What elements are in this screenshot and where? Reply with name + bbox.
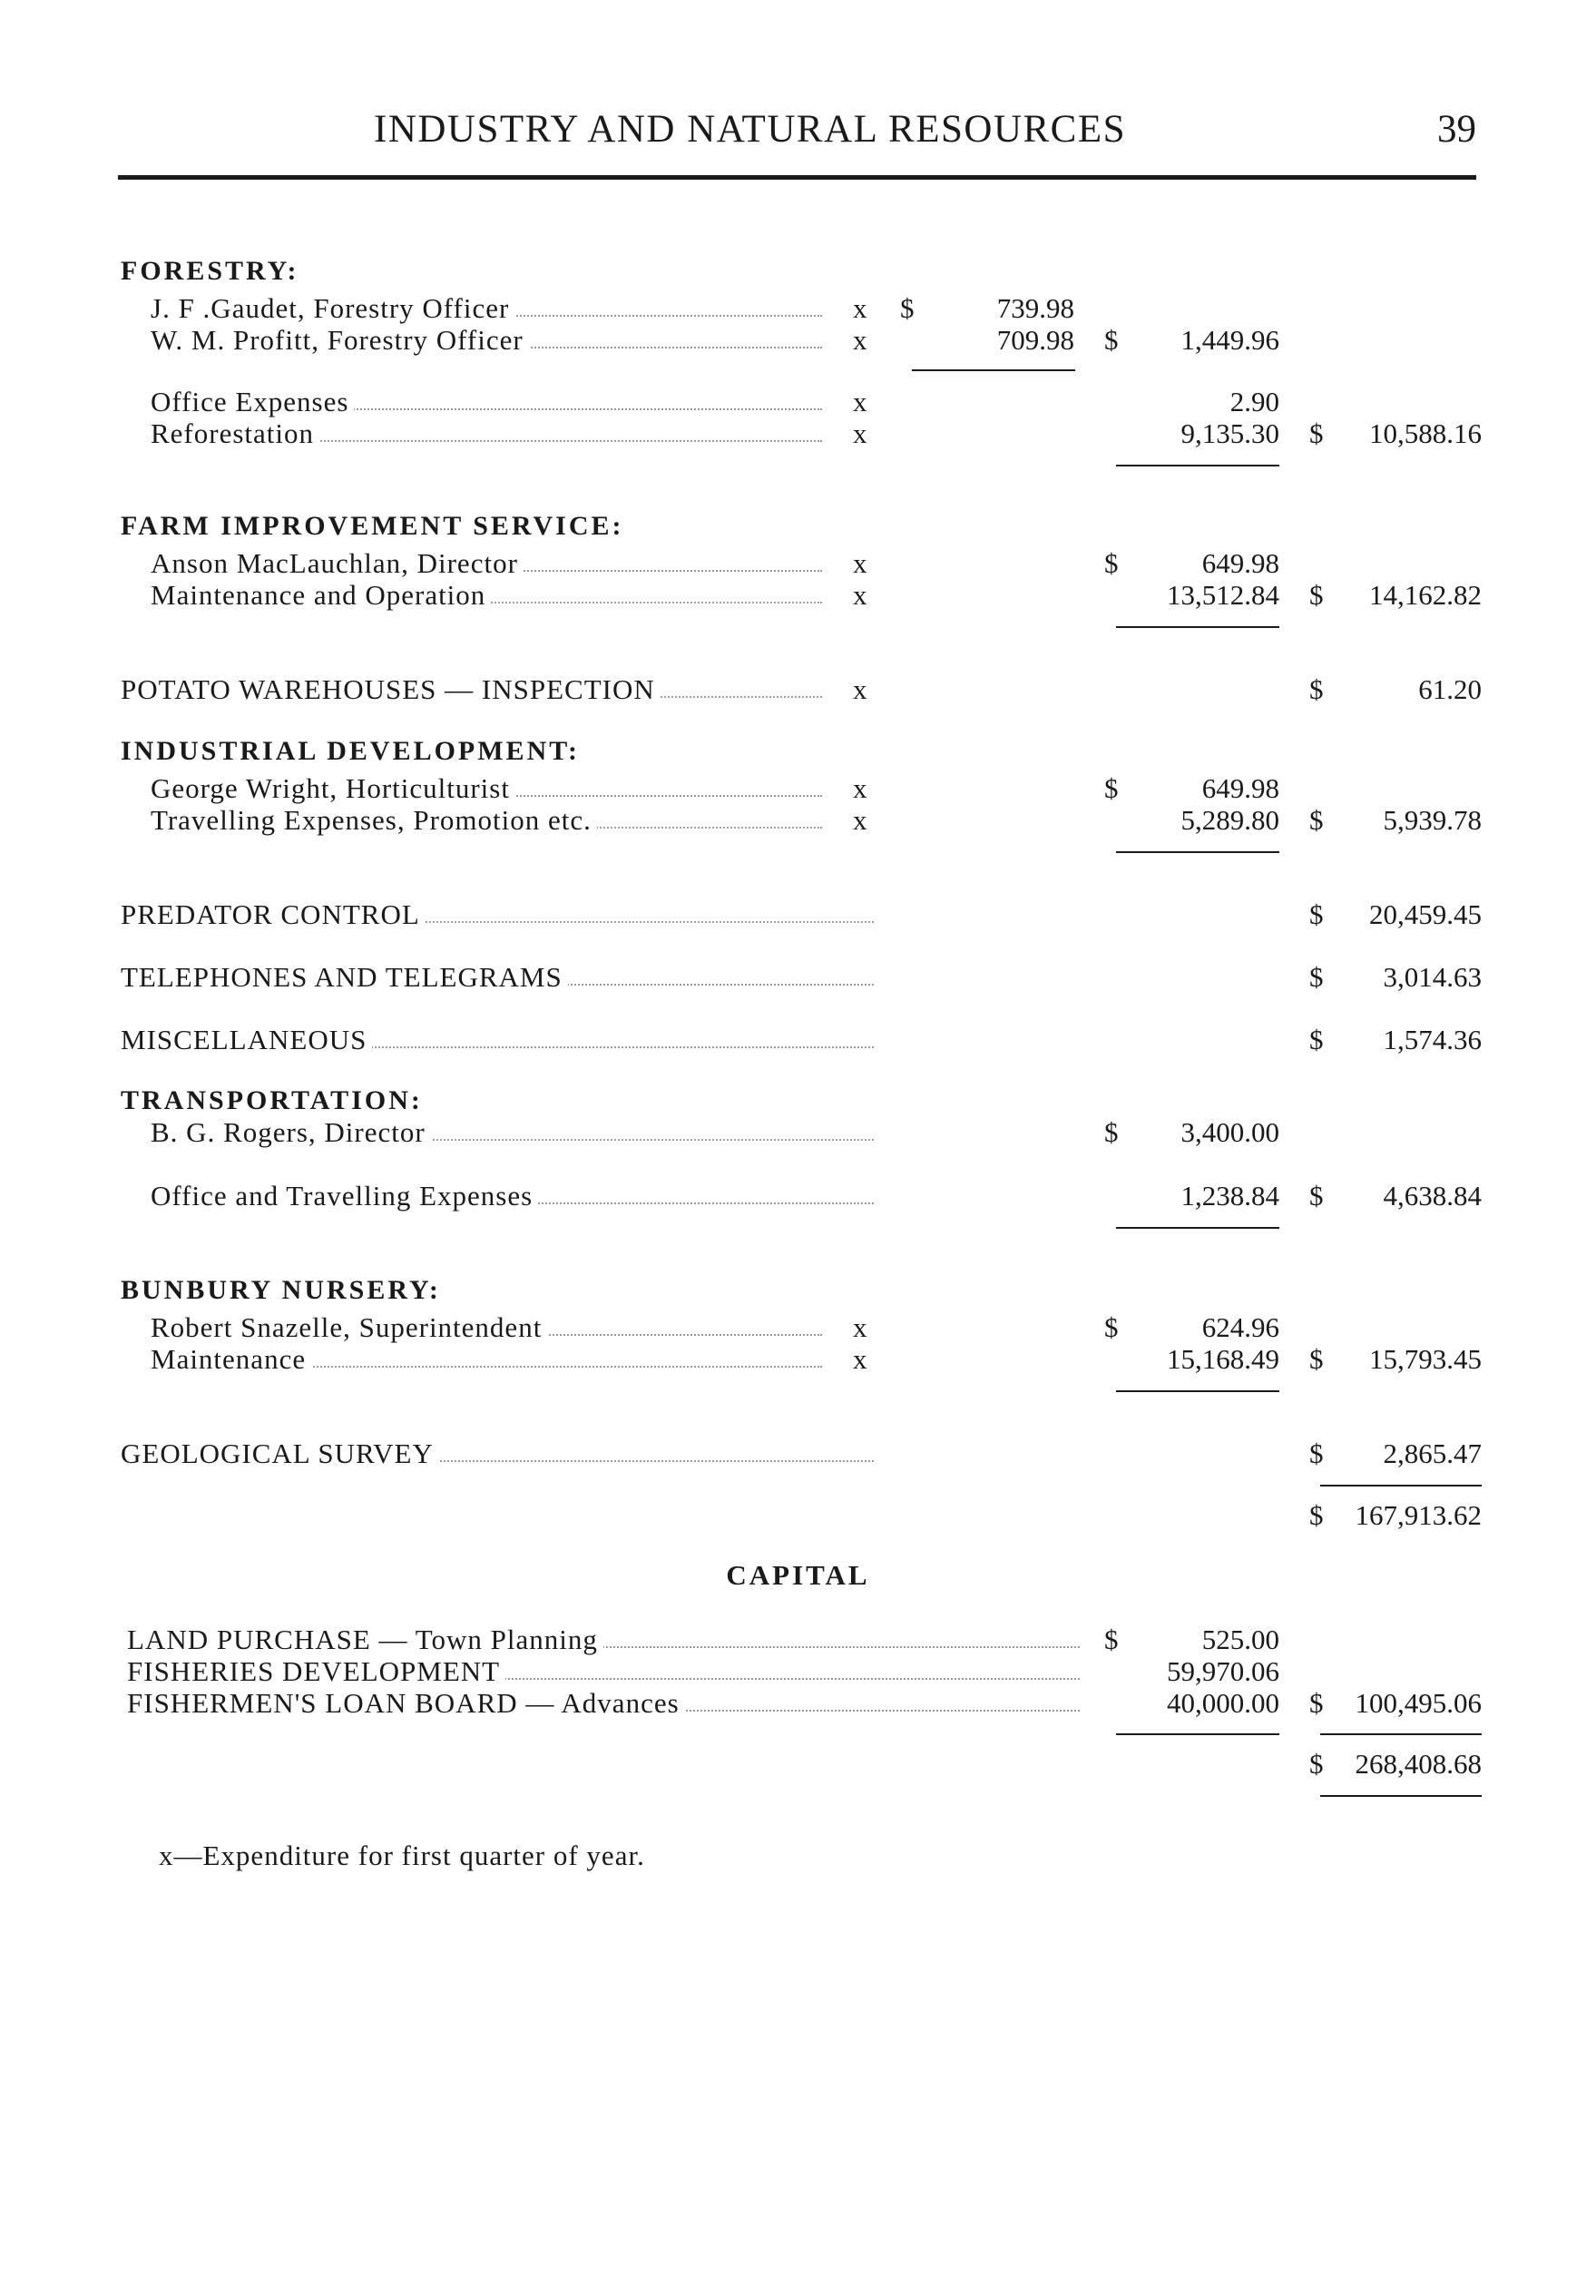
capital-heading: CAPITAL xyxy=(726,1559,870,1591)
amount: 709.98 xyxy=(996,324,1074,356)
line-item xyxy=(0,960,1596,995)
amount: 624.96 xyxy=(1201,1311,1279,1343)
line-item xyxy=(0,771,1596,806)
underline xyxy=(1116,1733,1279,1735)
amount: 15,168.49 xyxy=(1167,1343,1279,1375)
quarter-marker: x xyxy=(853,673,867,705)
total-row xyxy=(0,1747,1596,1781)
underline xyxy=(1116,1390,1279,1392)
quarter-marker: x xyxy=(853,386,867,417)
line-item xyxy=(0,546,1596,581)
item-label: TELEPHONES AND TELEGRAMS xyxy=(121,960,874,995)
amount: 40,000.00 xyxy=(1167,1687,1279,1719)
amount: 100,495.06 xyxy=(1355,1687,1482,1719)
amount: 649.98 xyxy=(1201,772,1279,804)
subtotal-amount: 167,913.62 xyxy=(1355,1499,1482,1531)
amount: 14,162.82 xyxy=(1369,579,1482,611)
page-title: INDUSTRY AND NATURAL RESOURCES xyxy=(374,108,1127,151)
page-number: 39 xyxy=(1437,108,1476,151)
quarter-marker: x xyxy=(853,1343,867,1375)
amount: 739.98 xyxy=(996,292,1074,324)
line-item xyxy=(0,803,1596,838)
amount: 5,289.80 xyxy=(1180,804,1279,836)
dollar-sign: $ xyxy=(1309,579,1324,611)
underline xyxy=(1116,1227,1279,1229)
line-item xyxy=(0,1686,1596,1721)
amount: 1,574.36 xyxy=(1383,1024,1482,1055)
line-item xyxy=(0,1115,1596,1150)
underline xyxy=(1320,1795,1482,1797)
amount: 649.98 xyxy=(1201,547,1279,579)
quarter-marker: x xyxy=(853,772,867,804)
item-label: PREDATOR CONTROL xyxy=(121,898,874,932)
item-label: POTATO WAREHOUSES — INSPECTION xyxy=(121,672,822,707)
forestry-heading-row xyxy=(0,254,1596,289)
quarter-marker: x xyxy=(853,579,867,611)
item-label: George Wright, Horticulturist xyxy=(151,771,822,806)
dollar-sign: $ xyxy=(1309,1687,1324,1719)
dollar-sign: $ xyxy=(1104,547,1119,579)
amount: 4,638.84 xyxy=(1383,1180,1482,1212)
item-label: Travelling Expenses, Promotion etc. xyxy=(151,803,822,838)
item-label: MISCELLANEOUS xyxy=(121,1023,874,1057)
line-item xyxy=(0,898,1596,932)
item-label: FISHERIES DEVELOPMENT xyxy=(127,1654,1080,1689)
amount: 61.20 xyxy=(1418,673,1482,705)
line-item xyxy=(0,1623,1596,1657)
dollar-sign: $ xyxy=(1104,1116,1119,1148)
section-heading: FARM IMPROVEMENT SERVICE: xyxy=(121,511,624,541)
section-heading: INDUSTRIAL DEVELOPMENT: xyxy=(121,736,581,766)
amount: 1,238.84 xyxy=(1180,1180,1279,1212)
underline xyxy=(1320,1733,1482,1735)
amount: 13,512.84 xyxy=(1167,579,1279,611)
dollar-sign: $ xyxy=(1309,1180,1324,1212)
amount: 20,459.45 xyxy=(1369,898,1482,930)
quarter-marker: x xyxy=(853,324,867,356)
item-label: Office and Travelling Expenses xyxy=(151,1179,874,1213)
quarter-marker: x xyxy=(853,804,867,836)
item-label: B. G. Rogers, Director xyxy=(151,1115,874,1150)
dollar-sign: $ xyxy=(1104,1311,1119,1343)
item-label: Office Expenses xyxy=(151,385,822,419)
item-label: Maintenance xyxy=(151,1342,822,1377)
amount: 5,939.78 xyxy=(1383,804,1482,836)
line-item xyxy=(0,1342,1596,1377)
dollar-sign: $ xyxy=(1309,417,1324,449)
item-label: LAND PURCHASE — Town Planning xyxy=(127,1623,1080,1657)
item-label: J. F .Gaudet, Forestry Officer xyxy=(151,291,822,326)
line-item xyxy=(0,417,1596,451)
line-item xyxy=(0,1437,1596,1471)
page-header xyxy=(118,107,1476,162)
dollar-sign: $ xyxy=(1309,898,1324,930)
dollar-sign: $ xyxy=(1104,324,1119,356)
dollar-sign: $ xyxy=(1309,1748,1324,1780)
line-item xyxy=(0,1179,1596,1213)
dollar-sign: $ xyxy=(1309,673,1324,705)
amount: 10,588.16 xyxy=(1369,417,1482,449)
item-label: W. M. Profitt, Forestry Officer xyxy=(151,323,822,358)
amount: 3,014.63 xyxy=(1383,961,1482,993)
header-rule xyxy=(118,175,1476,180)
amount: 9,135.30 xyxy=(1180,417,1279,449)
item-label: Maintenance and Operation xyxy=(151,578,822,613)
amount: 59,970.06 xyxy=(1167,1655,1279,1687)
line-item xyxy=(0,291,1596,326)
underline xyxy=(1116,626,1279,628)
dollar-sign: $ xyxy=(1309,1024,1324,1055)
dollar-sign: $ xyxy=(1104,1624,1119,1655)
amount: 15,793.45 xyxy=(1369,1343,1482,1375)
underline xyxy=(1116,851,1279,853)
amount: 2.90 xyxy=(1229,386,1279,417)
line-item xyxy=(0,323,1596,358)
item-label: GEOLOGICAL SURVEY xyxy=(121,1437,874,1471)
quarter-marker: x xyxy=(853,1311,867,1343)
item-label: Reforestation xyxy=(151,417,822,451)
item-label: Robert Snazelle, Superintendent xyxy=(151,1310,822,1345)
item-label: Anson MacLauchlan, Director xyxy=(151,546,822,581)
amount: 2,865.47 xyxy=(1383,1437,1482,1469)
dollar-sign: $ xyxy=(1104,772,1119,804)
dollar-sign: $ xyxy=(900,292,915,324)
section-heading: FORESTRY: xyxy=(121,256,299,286)
total-amount: 268,408.68 xyxy=(1355,1748,1482,1780)
dollar-sign: $ xyxy=(1309,1499,1324,1531)
underline xyxy=(912,369,1075,371)
quarter-marker: x xyxy=(853,417,867,449)
dollar-sign: $ xyxy=(1309,961,1324,993)
quarter-marker: x xyxy=(853,547,867,579)
line-item xyxy=(0,1654,1596,1689)
dollar-sign: $ xyxy=(1309,1343,1324,1375)
amount: 3,400.00 xyxy=(1180,1116,1279,1148)
line-item xyxy=(0,1310,1596,1345)
line-item xyxy=(0,578,1596,613)
line-item xyxy=(0,385,1596,419)
industrial-heading-row xyxy=(0,734,1596,769)
amount: 1,449.96 xyxy=(1180,324,1279,356)
item-label: FISHERMEN'S LOAN BOARD — Advances xyxy=(127,1686,1080,1721)
underline xyxy=(1116,465,1279,466)
amount: 525.00 xyxy=(1201,1624,1279,1655)
section-heading: BUNBURY NURSERY: xyxy=(121,1275,441,1305)
dollar-sign: $ xyxy=(1309,1437,1324,1469)
underline xyxy=(1320,1485,1482,1487)
transportation-heading-row xyxy=(0,1084,1596,1118)
section-heading: TRANSPORTATION: xyxy=(121,1085,423,1115)
line-item xyxy=(0,1023,1596,1057)
subtotal-row xyxy=(0,1498,1596,1533)
bunbury-heading-row xyxy=(0,1273,1596,1308)
dollar-sign: $ xyxy=(1309,804,1324,836)
footnote: x—Expenditure for first quarter of year. xyxy=(159,1840,645,1871)
farm-heading-row xyxy=(0,509,1596,544)
quarter-marker: x xyxy=(853,292,867,324)
line-item xyxy=(0,672,1596,707)
